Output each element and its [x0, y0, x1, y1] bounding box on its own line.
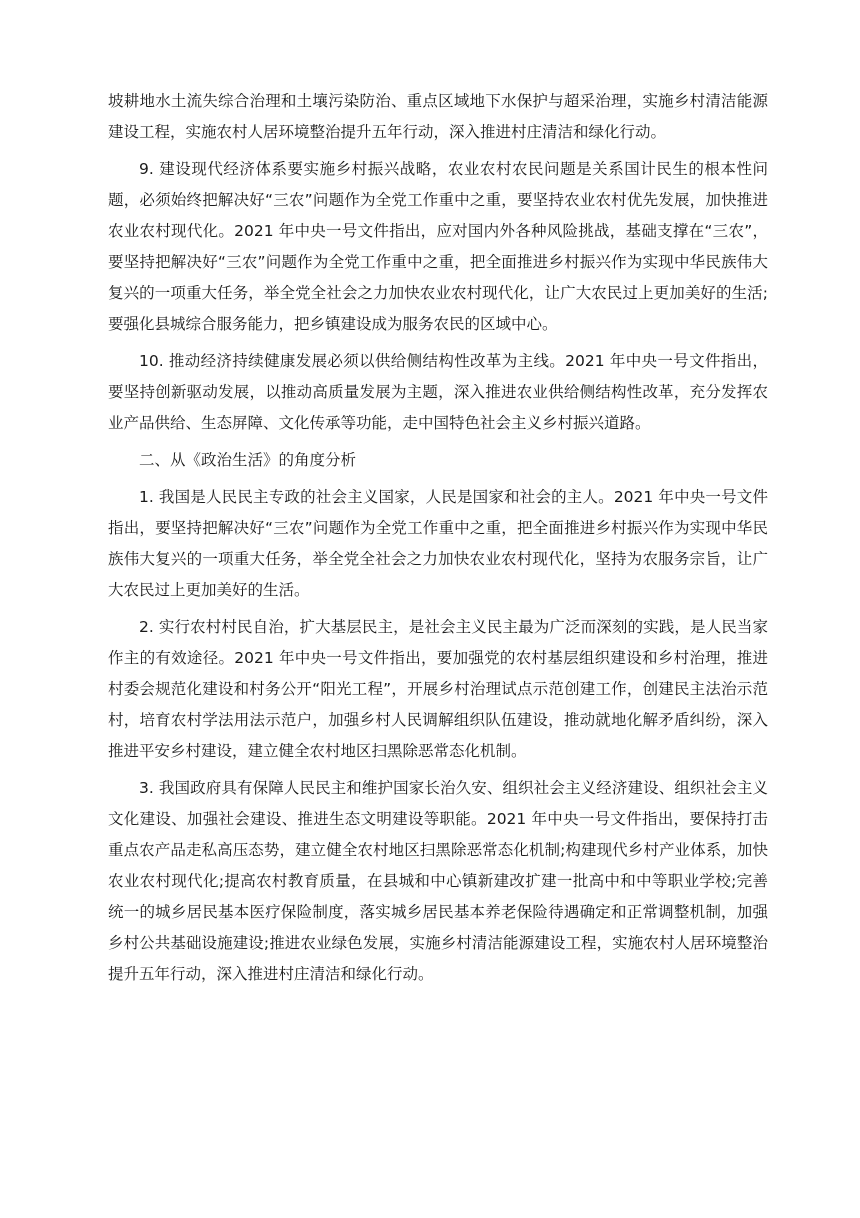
paragraph-item-9: 9. 建设现代经济体系要实施乡村振兴战略，农业农村农民问题是关系国计民生的根本性问题，必须始终把解决好“三农”问题作为全党工作重中之重，要坚持农业农村优先发展，加快推进农业农村现代化。2021 年中央一号文件指出，应对国内外各种风险挑战，基础支撑在“三农”，要坚持把解决好“三农”问题作为全党工作重中之重，把全面推进乡村振兴作为实现中华民族伟大复兴的一项重大任务，举全党全社会之力加快农业农村现代化，让广大农民过上更加美好的生活;要强化县城综合服务能力，把乡镇建设成为服务农民的区域中心。 [108, 160, 768, 333]
paragraph-continuation: 坡耕地水土流失综合治理和土壤污染防治、重点区域地下水保护与超采治理，实施乡村清洁能源建设工程，实施农村人居环境整治提升五年行动，深入推进村庄清洁和绿化行动。 [108, 92, 768, 141]
paragraph-item-1: 1. 我国是人民民主专政的社会主义国家，人民是国家和社会的主人。2021 年中央一号文件指出，要坚持把解决好“三农”问题作为全党工作重中之重，把全面推进乡村振兴作为实现中华民族伟大复兴的一项重大任务，举全党全社会之力加快农业农村现代化，坚持为农服务宗旨，让广大农民过上更加美好的生活。 [108, 488, 768, 599]
paragraph-item-10: 10. 推动经济持续健康发展必须以供给侧结构性改革为主线。2021 年中央一号文件指出，要坚持创新驱动发展，以推动高质量发展为主题，深入推进农业供给侧结构性改革，充分发挥农业产品供给、生态屏障、文化传承等功能，走中国特色社会主义乡村振兴道路。 [108, 352, 768, 432]
paragraph-item-3: 3. 我国政府具有保障人民民主和维护国家长治久安、组织社会主义经济建设、组织社会主义文化建设、加强社会建设、推进生态文明建设等职能。2021 年中央一号文件指出，要保持打击重点农产品走私高压态势，建立健全农村地区扫黑除恶常态化机制;构建现代乡村产业体系，加快农业农村现代化;提高农村教育质量，在县城和中心镇新建改扩建一批高中和中等职业学校;完善统一的城乡居民基本医疗保险制度，落实城乡居民基本养老保险待遇确定和正常调整机制，加强乡村公共基础设施建设;推进农业绿色发展，实施乡村清洁能源建设工程，实施农村人居环境整治提升五年行动，深入推进村庄清洁和绿化行动。 [108, 779, 768, 983]
section-heading-political-life: 二、从《政治生活》的角度分析 [139, 451, 357, 469]
document-body [108, 86, 768, 996]
paragraph-item-2: 2. 实行农村村民自治，扩大基层民主，是社会主义民主最为广泛而深刻的实践，是人民当家作主的有效途径。2021 年中央一号文件指出，要加强党的农村基层组织建设和乡村治理，推进村委会规范化建设和村务公开“阳光工程”，开展乡村治理试点示范创建工作，创建民主法治示范村，培育农村学法用法示范户，加强乡村人民调解组织队伍建设，推动就地化解矛盾纠纷，深入推进平安乡村建设，建立健全农村地区扫黑除恶常态化机制。 [108, 618, 768, 760]
